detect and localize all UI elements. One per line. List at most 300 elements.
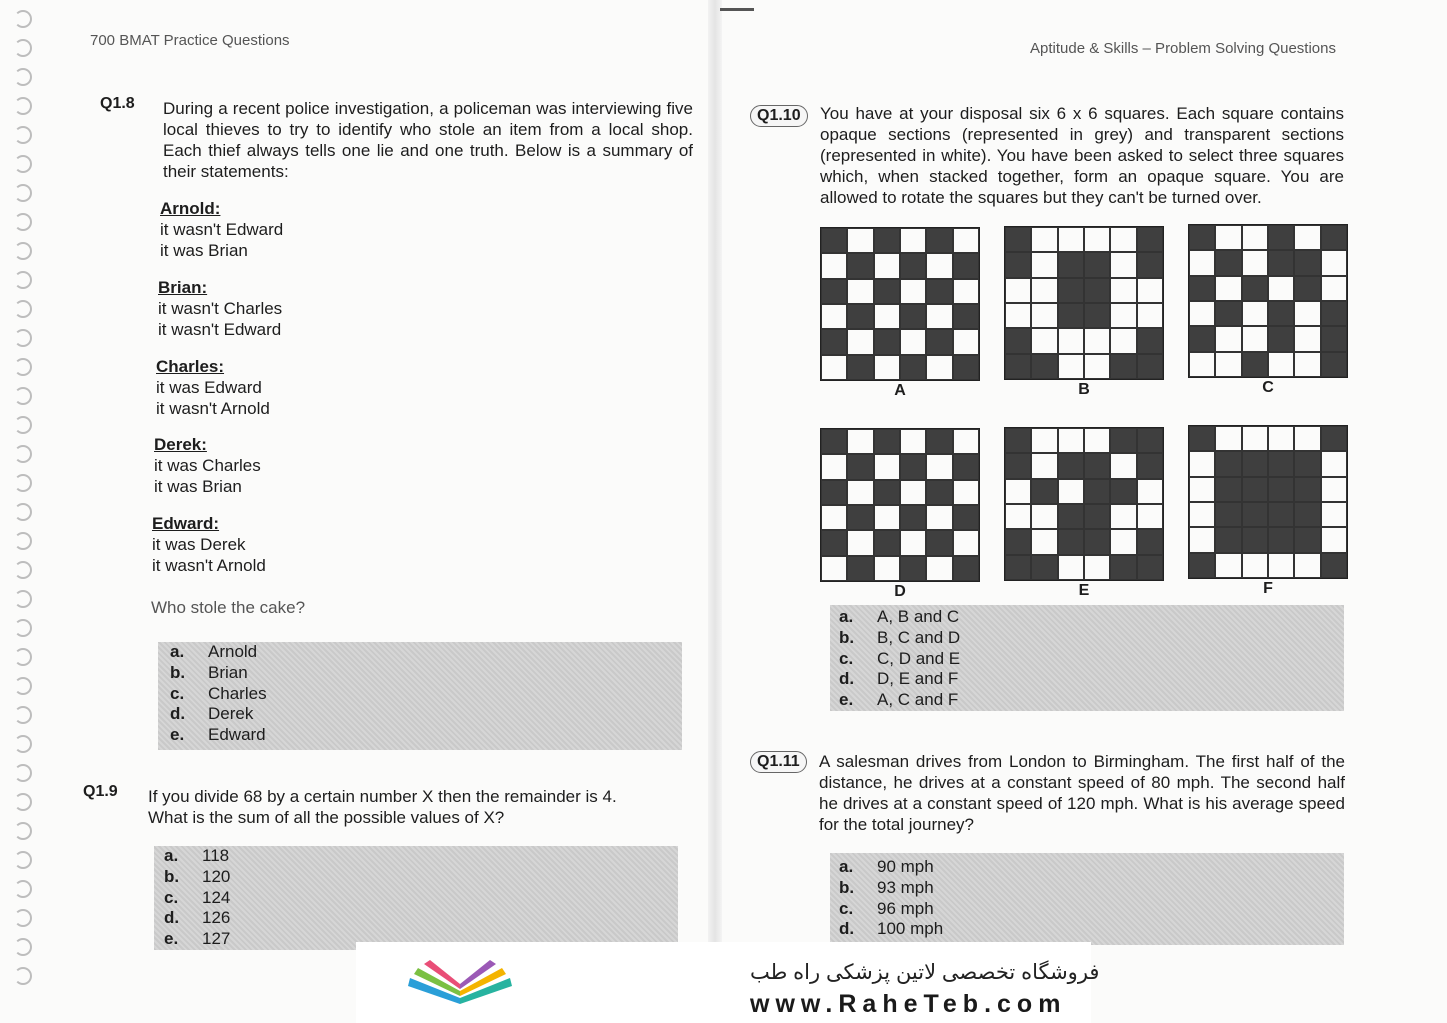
grid-cell (1268, 276, 1294, 301)
grid-cell (1137, 504, 1163, 529)
option-label: c. (164, 887, 179, 907)
grid-cell (1110, 428, 1136, 453)
grid-cell (1058, 328, 1084, 353)
grid-cell (926, 329, 952, 354)
grid-cell (953, 304, 979, 329)
binder-ring-icon (14, 851, 32, 869)
grid-cell (1005, 252, 1031, 277)
binder-ring-icon (14, 358, 32, 376)
grid-cell (1242, 301, 1268, 326)
q110-option-a[interactable] (839, 607, 1344, 628)
grid-cell (1110, 529, 1136, 554)
option-label: b. (839, 877, 855, 897)
q111-option-c[interactable] (839, 899, 1344, 920)
grid-cell (874, 429, 900, 454)
grid-cell (1189, 426, 1215, 451)
option-label: b. (170, 662, 186, 682)
grid-cell (953, 228, 979, 253)
q18-options (158, 642, 682, 750)
option-text: 124 (202, 887, 231, 907)
grid-cell (1031, 428, 1057, 453)
q18-number: Q1.8 (100, 95, 135, 112)
option-text: 96 mph (877, 898, 934, 918)
binder-ring-icon (14, 938, 32, 956)
binder-ring-icon (14, 706, 32, 724)
grid-cell (1242, 426, 1268, 451)
shop-url[interactable]: www.RaheTeb.com (750, 990, 1067, 1018)
grid-cell (1242, 326, 1268, 351)
grid-cell (847, 355, 873, 380)
grid-cell (926, 454, 952, 479)
statement-brian (158, 277, 282, 340)
statement-line: it was Edward (156, 378, 262, 397)
grid-cell (1294, 250, 1320, 275)
header-left: 700 BMAT Practice Questions (90, 32, 290, 49)
grid-cell (1058, 453, 1084, 478)
grid-cell (1005, 278, 1031, 303)
grid-cell (953, 530, 979, 555)
option-text: A, B and C (877, 607, 960, 626)
grid-cell (1294, 451, 1320, 476)
grid-cell (821, 556, 847, 581)
grid-cell (953, 429, 979, 454)
grid-cell (847, 429, 873, 454)
grid-cell (874, 480, 900, 505)
binder-ring-icon (14, 735, 32, 753)
grid-cell (900, 454, 926, 479)
q19-number: Q1.9 (83, 783, 118, 800)
grid-cell (1137, 303, 1163, 328)
grid-cell (1084, 328, 1110, 353)
q110-option-e[interactable] (839, 690, 1344, 711)
grid-cell (1294, 426, 1320, 451)
binder-ring-icon (14, 155, 32, 173)
q111-text: A salesman drives from London to Birmingham. The first half of the distance, he drives at a constant speed of 80 mph. The second half he drives at a constant speed of 120 mph. What is his average speed for the total journey? (819, 752, 1345, 834)
grid-cell (874, 304, 900, 329)
grid-cell (1110, 504, 1136, 529)
binder-ring-icon (14, 967, 32, 985)
binder-ring-icon (14, 68, 32, 86)
grid-cell (1294, 477, 1320, 502)
q19-options (154, 846, 678, 950)
grid-cell (1110, 252, 1136, 277)
grid-cell (1110, 555, 1136, 580)
grid-cell (1268, 225, 1294, 250)
grid-cell (1189, 276, 1215, 301)
binder-ring-icon (14, 677, 32, 695)
grid-cell (1031, 252, 1057, 277)
grid-cell (874, 530, 900, 555)
binder-ring-icon (14, 213, 32, 231)
grid-cell (926, 480, 952, 505)
grid-cell (1084, 428, 1110, 453)
binder-ring-icon (14, 300, 32, 318)
grid-cell (1110, 278, 1136, 303)
statement-derek (154, 434, 261, 497)
grid-cell (953, 556, 979, 581)
grid-cell (1189, 225, 1215, 250)
statement-name: Charles: (156, 357, 225, 376)
grid-cell (1084, 303, 1110, 328)
grid-cell (1268, 326, 1294, 351)
grid-cell (1084, 252, 1110, 277)
grid-cell (1031, 453, 1057, 478)
grid-cell (1084, 453, 1110, 478)
grid-cell (821, 505, 847, 530)
grid-cell (926, 530, 952, 555)
grid-cell (1242, 352, 1268, 377)
option-label: a. (839, 857, 854, 876)
grid-cell (1031, 529, 1057, 554)
grid-cell (1031, 479, 1057, 504)
grid-cell (1058, 227, 1084, 252)
grid-cell (900, 253, 926, 278)
grid-cell (821, 454, 847, 479)
grid-cell (847, 329, 873, 354)
binder-ring-icon (14, 793, 32, 811)
grid-cell (1294, 352, 1320, 377)
grid-cell (1189, 301, 1215, 326)
q110-number: Q1.10 (750, 105, 808, 127)
binder-rings (8, 10, 38, 1000)
binder-ring-icon (14, 909, 32, 927)
grid-cell (1005, 354, 1031, 379)
grid-cell (1268, 553, 1294, 578)
grid-cell (1321, 250, 1347, 275)
grid-cell (1058, 354, 1084, 379)
grid-cell (847, 253, 873, 278)
grid-d (820, 428, 980, 582)
option-text: Charles (208, 683, 267, 703)
grid-cell (1137, 227, 1163, 252)
grid-label-e: E (1078, 582, 1090, 599)
grid-cell (821, 355, 847, 380)
statement-name: Edward: (152, 514, 220, 533)
grid-cell (1189, 553, 1215, 578)
grid-cell (821, 480, 847, 505)
option-text: 127 (202, 929, 231, 949)
grid-cell (1268, 301, 1294, 326)
grid-cell (1058, 428, 1084, 453)
q110-option-d[interactable] (839, 669, 1344, 690)
q18-option-c[interactable] (170, 684, 682, 705)
grid-cell (1242, 477, 1268, 502)
grid-cell (1268, 352, 1294, 377)
binder-ring-icon (14, 561, 32, 579)
grid-cell (1215, 477, 1241, 502)
q110-options (830, 605, 1344, 711)
statement-line: it wasn't Charles (158, 299, 283, 318)
grid-cell (1189, 477, 1215, 502)
grid-cell (1294, 301, 1320, 326)
grid-cell (1110, 479, 1136, 504)
grid-label-d: D (894, 583, 906, 600)
option-label: d. (839, 669, 855, 689)
grid-cell (1110, 453, 1136, 478)
grid-cell (1242, 553, 1268, 578)
grid-cell (926, 304, 952, 329)
grid-cell (1005, 479, 1031, 504)
grid-cell (926, 279, 952, 304)
grid-cell (874, 329, 900, 354)
grid-cell (821, 329, 847, 354)
grid-cell (1031, 278, 1057, 303)
option-text: C, D and E (877, 648, 961, 668)
open-book-logo-icon (400, 956, 520, 1008)
grid-cell (821, 228, 847, 253)
grid-cell (1215, 553, 1241, 578)
q19-option-d[interactable] (164, 908, 678, 929)
grid-cell (1294, 502, 1320, 527)
grid-cell (874, 228, 900, 253)
grid-cell (1321, 352, 1347, 377)
binder-ring-icon (14, 387, 32, 405)
grid-cell (1031, 227, 1057, 252)
grid-cell (1268, 250, 1294, 275)
q18-text: During a recent police investigation, a policeman was interviewing five local thieves to try to identify who stole an item from a local shop. Each thief always tells one lie and one truth. Below is a summary of their statements: (163, 99, 693, 181)
grid-cell (847, 279, 873, 304)
grid-cell (1242, 502, 1268, 527)
grid-cell (1031, 328, 1057, 353)
statement-line: it was Charles (154, 456, 261, 475)
statement-arnold (160, 198, 283, 261)
option-text: 100 mph (877, 919, 944, 939)
grid-cell (1242, 276, 1268, 301)
statement-line: it was Brian (160, 241, 248, 260)
grid-cell (1110, 303, 1136, 328)
grid-cell (953, 279, 979, 304)
grid-cell (874, 556, 900, 581)
grid-cell (926, 505, 952, 530)
grid-cell (1294, 326, 1320, 351)
grid-cell (1005, 303, 1031, 328)
grid-cell (1137, 354, 1163, 379)
grid-cell (1215, 451, 1241, 476)
statement-line: it wasn't Edward (160, 220, 284, 239)
option-label: e. (170, 725, 185, 745)
grid-a (820, 227, 980, 381)
grid-f (1188, 425, 1348, 579)
grid-cell (1137, 529, 1163, 554)
grid-cell (953, 253, 979, 278)
header-right: Aptitude & Skills – Problem Solving Questions (1030, 40, 1336, 57)
option-text: 90 mph (877, 857, 934, 876)
option-label: d. (839, 919, 855, 939)
grid-cell (926, 429, 952, 454)
grid-cell (1084, 555, 1110, 580)
grid-cell (847, 228, 873, 253)
grid-cell (1215, 276, 1241, 301)
grid-cell (1321, 502, 1347, 527)
grid-cell (1215, 326, 1241, 351)
grid-cell (926, 228, 952, 253)
grid-cell (1189, 527, 1215, 552)
grid-cell (1294, 527, 1320, 552)
grid-cell (847, 454, 873, 479)
binder-ring-icon (14, 97, 32, 115)
q18-option-d[interactable] (170, 704, 682, 725)
grid-cell (1321, 301, 1347, 326)
q18-option-e[interactable] (170, 725, 682, 746)
statement-charles (156, 356, 270, 419)
option-text: Brian (208, 662, 248, 682)
option-label: c. (839, 898, 854, 918)
grid-cell (1294, 276, 1320, 301)
grid-cell (821, 253, 847, 278)
grid-cell (1110, 328, 1136, 353)
grid-cell (1321, 276, 1347, 301)
q19-option-a[interactable] (164, 846, 678, 867)
grid-label-c: C (1262, 379, 1274, 396)
grid-cell (1005, 529, 1031, 554)
q111-option-d[interactable] (839, 919, 1344, 940)
grid-cell (1215, 426, 1241, 451)
binder-ring-icon (14, 590, 32, 608)
grid-cell (1058, 278, 1084, 303)
q19-option-c[interactable] (164, 888, 678, 909)
option-text: D, E and F (877, 669, 959, 689)
grid-cell (900, 530, 926, 555)
q110-option-c[interactable] (839, 649, 1344, 670)
binder-ring-icon (14, 271, 32, 289)
q111-options (830, 853, 1344, 945)
grid-cell (1215, 352, 1241, 377)
shop-name: فروشگاه تخصصی لاتین پزشکی راه طب (750, 961, 1100, 984)
grid-cell (1084, 278, 1110, 303)
grid-cell (1084, 479, 1110, 504)
binder-ring-icon (14, 764, 32, 782)
q110-option-b[interactable] (839, 628, 1344, 649)
grid-c (1188, 224, 1348, 378)
statement-line: it wasn't Arnold (152, 556, 266, 575)
binder-ring-icon (14, 822, 32, 840)
grid-cell (1294, 553, 1320, 578)
option-text: Edward (208, 725, 266, 745)
q18-option-a[interactable] (170, 642, 682, 663)
option-label: e. (164, 929, 179, 949)
binder-ring-icon (14, 648, 32, 666)
grid-cell (1321, 426, 1347, 451)
grid-cell (1031, 303, 1057, 328)
grid-cell (1268, 426, 1294, 451)
q111-option-a[interactable] (839, 857, 1344, 878)
grid-cell (1031, 555, 1057, 580)
q110-text: You have at your disposal six 6 x 6 squares. Each square contains opaque sections (represented in grey) and transparent sections (represented in white). You have been asked to select three squares which, when stacked together, form an opaque square. You are allowed to rotate the squares but they can't be turned over. (820, 104, 1344, 207)
grid-cell (1058, 303, 1084, 328)
grid-cell (1137, 453, 1163, 478)
grid-cell (874, 505, 900, 530)
grid-cell (1058, 252, 1084, 277)
grid-cell (1137, 428, 1163, 453)
statement-line: it wasn't Edward (158, 320, 282, 339)
grid-cell (1137, 278, 1163, 303)
grid-cell (1031, 504, 1057, 529)
option-text: 120 (202, 866, 231, 886)
grid-cell (1321, 326, 1347, 351)
grid-cell (1215, 225, 1241, 250)
grid-cell (1058, 479, 1084, 504)
grid-cell (1058, 529, 1084, 554)
grid-cell (847, 530, 873, 555)
grid-cell (1189, 451, 1215, 476)
grid-cell (1242, 451, 1268, 476)
grid-cell (926, 253, 952, 278)
option-label: b. (164, 866, 180, 886)
grid-cell (847, 304, 873, 329)
option-label: c. (839, 648, 854, 668)
grid-cell (1215, 301, 1241, 326)
grid-cell (1268, 451, 1294, 476)
binder-ring-icon (14, 126, 32, 144)
grid-cell (1137, 555, 1163, 580)
grid-cell (953, 480, 979, 505)
grid-cell (1084, 504, 1110, 529)
grid-cell (900, 279, 926, 304)
grid-cell (821, 429, 847, 454)
statement-name: Derek: (154, 435, 207, 454)
option-label: c. (170, 683, 185, 703)
option-label: a. (164, 846, 179, 865)
footer-banner (356, 942, 1100, 1023)
option-text: 118 (202, 846, 230, 865)
grid-e (1004, 427, 1164, 581)
statement-name: Arnold: (160, 199, 221, 218)
grid-cell (1321, 477, 1347, 502)
grid-cell (1321, 527, 1347, 552)
grid-cell (874, 355, 900, 380)
statement-line: it was Brian (154, 477, 242, 496)
statement-line: it was Derek (152, 535, 246, 554)
grid-cell (1268, 527, 1294, 552)
grid-label-a: A (894, 382, 906, 399)
grid-cell (874, 454, 900, 479)
grid-cell (847, 505, 873, 530)
grid-cell (926, 355, 952, 380)
grid-cell (1294, 225, 1320, 250)
grid-label-b: B (1078, 381, 1090, 398)
grid-cell (1005, 328, 1031, 353)
grid-cell (1110, 354, 1136, 379)
grid-cell (1215, 527, 1241, 552)
q19-option-b[interactable] (164, 867, 678, 888)
statement-edward (152, 513, 266, 576)
grid-cell (900, 505, 926, 530)
grid-cell (1005, 227, 1031, 252)
binder-ring-icon (14, 619, 32, 637)
q18-question: Who stole the cake? (151, 598, 306, 617)
grid-cell (900, 429, 926, 454)
grid-cell (953, 505, 979, 530)
binder-ring-icon (14, 445, 32, 463)
grid-cell (821, 279, 847, 304)
grid-cell (847, 480, 873, 505)
grid-cell (1058, 504, 1084, 529)
grid-cell (1268, 477, 1294, 502)
option-text: B, C and D (877, 627, 961, 647)
grid-cell (1137, 328, 1163, 353)
binder-ring-icon (14, 329, 32, 347)
grid-cell (1084, 354, 1110, 379)
option-label: a. (839, 607, 854, 626)
option-label: e. (839, 690, 854, 710)
option-label: a. (170, 642, 185, 661)
grid-cell (1242, 250, 1268, 275)
q111-option-b[interactable] (839, 878, 1344, 899)
option-text: Arnold (208, 642, 258, 661)
q18-option-b[interactable] (170, 663, 682, 684)
option-text: A, C and F (877, 690, 959, 710)
grid-b (1004, 226, 1164, 380)
